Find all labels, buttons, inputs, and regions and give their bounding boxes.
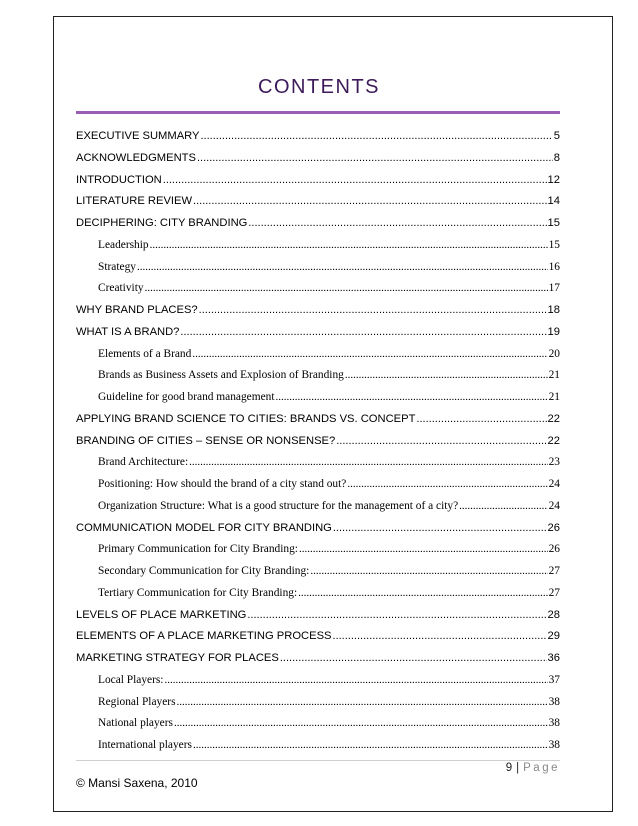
toc-entry-title: WHY BRAND PLACES?: [76, 304, 198, 316]
page-number-label: [506, 762, 560, 774]
toc-leader-dots: [201, 130, 553, 142]
toc-subentry[interactable]: [98, 561, 560, 577]
toc-subentry[interactable]: [98, 670, 560, 686]
toc-entry-title: Tertiary Communication for City Branding:: [98, 586, 298, 599]
toc-subentry[interactable]: [98, 235, 560, 251]
toc-entry-page: 22: [547, 412, 560, 425]
toc-entry-title: Secondary Communication for City Branding:: [98, 565, 310, 577]
toc-subentry[interactable]: [98, 713, 560, 729]
toc-entry-page: 27: [548, 586, 560, 599]
toc-entry-page: 21: [548, 391, 560, 403]
toc-subentry[interactable]: [98, 278, 560, 294]
toc-entry-title: LEVELS OF PLACE MARKETING: [76, 608, 247, 621]
toc-leader-dots: [299, 543, 548, 555]
toc-entry-page: 8: [553, 151, 560, 164]
toc-entry[interactable]: [76, 409, 560, 425]
toc-entry-page: 23: [548, 456, 560, 469]
toc-leader-dots: [174, 717, 548, 729]
page-separator: |: [516, 762, 520, 774]
toc-leader-dots: [189, 456, 547, 468]
toc-entry-title: Positioning: How should the brand of a city stand out?: [98, 478, 347, 490]
toc-subentry[interactable]: [98, 474, 560, 490]
toc-leader-dots: [177, 696, 548, 708]
toc-entry[interactable]: [76, 431, 560, 447]
toc-entry-page: 14: [547, 195, 560, 208]
toc-entry-title: Elements of a Brand: [98, 347, 192, 360]
toc-entry[interactable]: [76, 605, 560, 621]
toc-leader-dots: [248, 217, 546, 229]
toc-leader-dots: [345, 369, 548, 381]
toc-subentry[interactable]: [98, 257, 560, 273]
toc-entry-page: 12: [547, 173, 560, 186]
toc-entry-page: 38: [548, 695, 560, 708]
toc-entry-page: 20: [548, 347, 560, 360]
toc-entry[interactable]: [76, 148, 560, 164]
toc-leader-dots: [276, 391, 548, 403]
page-word: Page: [523, 762, 560, 774]
toc-entry-page: 27: [548, 565, 560, 577]
toc-entry[interactable]: [76, 518, 560, 534]
toc-leader-dots: [310, 565, 547, 577]
toc-entry-page: 21: [548, 369, 560, 382]
toc-leader-dots: [333, 522, 547, 534]
toc-leader-dots: [298, 587, 547, 599]
copyright-notice: © Mansi Saxena, 2010: [76, 776, 198, 790]
toc-entry-title: Leadership: [98, 238, 149, 251]
toc-subentry[interactable]: [98, 692, 560, 708]
toc-entry-title: APPLYING BRAND SCIENCE TO CITIES: BRANDS VS. CONCEPT: [76, 412, 416, 425]
toc-leader-dots: [150, 239, 548, 251]
toc-entry-title: LITERATURE REVIEW: [76, 195, 193, 208]
toc-entry-title: Guideline for good brand management: [98, 391, 275, 403]
toc-entry[interactable]: [76, 322, 560, 338]
toc-entry-title: ACKNOWLEDGMENTS: [76, 151, 196, 164]
toc-leader-dots: [199, 304, 547, 316]
footer-divider: [76, 760, 560, 761]
toc-leader-dots: [280, 652, 547, 664]
toc-entry-page: 19: [547, 325, 560, 338]
toc-leader-dots: [459, 500, 547, 512]
toc-leader-dots: [137, 261, 548, 273]
toc-entry-page: 16: [548, 260, 560, 273]
toc-entry-title: Strategy: [98, 260, 136, 273]
toc-leader-dots: [145, 282, 548, 294]
toc-subentry[interactable]: [98, 496, 560, 512]
toc-entry-page: 24: [548, 499, 560, 512]
toc-entry-title: BRANDING OF CITIES – SENSE OR NONSENSE?: [76, 434, 336, 447]
toc-entry-title: Primary Communication for City Branding:: [98, 543, 298, 556]
toc-leader-dots: [163, 174, 547, 186]
toc-leader-dots: [247, 609, 546, 621]
page-number: 9: [505, 762, 513, 774]
toc-entry-page: 38: [548, 739, 560, 751]
toc-entry-page: 24: [548, 478, 560, 490]
toc-entry[interactable]: [76, 126, 560, 142]
toc-entry-page: 18: [547, 304, 560, 316]
toc-entry-title: Local Players:: [98, 673, 164, 686]
toc-leader-dots: [192, 348, 547, 360]
toc-leader-dots: [180, 326, 546, 338]
toc-entry-title: COMMUNICATION MODEL FOR CITY BRANDING: [76, 521, 332, 534]
toc-entry[interactable]: [76, 170, 560, 186]
toc-entry[interactable]: [76, 213, 560, 229]
toc-subentry[interactable]: [98, 365, 560, 381]
toc-entry[interactable]: [76, 648, 560, 664]
toc-entry-title: National players: [98, 717, 173, 730]
toc-entry-title: DECIPHERING: CITY BRANDING: [76, 217, 248, 229]
toc-subentry[interactable]: [98, 539, 560, 555]
toc-entry-title: Organization Structure: What is a good structure for the management of a city?: [98, 499, 459, 512]
toc-entry-title: MARKETING STRATEGY FOR PLACES: [76, 652, 279, 664]
toc-entry-page: 15: [547, 217, 560, 229]
toc-entry-title: ELEMENTS OF A PLACE MARKETING PROCESS: [76, 630, 332, 643]
toc-entry-page: 38: [548, 717, 560, 730]
toc-entry-page: 37: [548, 673, 560, 686]
toc-entry-page: 22: [547, 434, 560, 447]
toc-entry-page: 29: [547, 630, 560, 643]
contents-title: CONTENTS: [258, 76, 380, 98]
toc-leader-dots: [333, 630, 547, 642]
toc-entry[interactable]: [76, 191, 560, 207]
toc-entry-title: International players: [98, 739, 192, 751]
toc-subentry[interactable]: [98, 735, 560, 751]
toc-entry-title: Brand Architecture:: [98, 456, 189, 469]
toc-leader-dots: [164, 674, 547, 686]
toc-leader-dots: [193, 195, 547, 207]
toc-leader-dots: [416, 413, 546, 425]
toc-leader-dots: [197, 152, 553, 164]
toc-entry-page: 5: [553, 130, 560, 142]
toc-entry-page: 28: [547, 608, 560, 621]
toc-entry-title: INTRODUCTION: [76, 173, 162, 186]
toc-entry-page: 26: [548, 543, 560, 556]
toc-subentry[interactable]: [98, 583, 560, 599]
toc-entry-title: Creativity: [98, 282, 144, 295]
toc-leader-dots: [336, 435, 546, 447]
toc-leader-dots: [193, 739, 548, 751]
toc-entry-page: 17: [548, 282, 560, 295]
toc-subentry[interactable]: [98, 387, 560, 403]
toc-entry-title: WHAT IS A BRAND?: [76, 325, 180, 338]
toc-subentry[interactable]: [98, 452, 560, 468]
toc-entry-page: 36: [547, 652, 560, 664]
toc-subentry[interactable]: [98, 344, 560, 360]
toc-entry-page: 26: [547, 521, 560, 534]
toc-entry[interactable]: [76, 626, 560, 642]
toc-entry-title: Regional Players: [98, 695, 176, 708]
toc-entry-page: 15: [548, 238, 560, 251]
toc-entry[interactable]: [76, 300, 560, 316]
toc-entry-title: Brands as Business Assets and Explosion of Branding: [98, 369, 344, 382]
toc-leader-dots: [347, 478, 547, 490]
toc-entry-title: EXECUTIVE SUMMARY: [76, 130, 200, 142]
